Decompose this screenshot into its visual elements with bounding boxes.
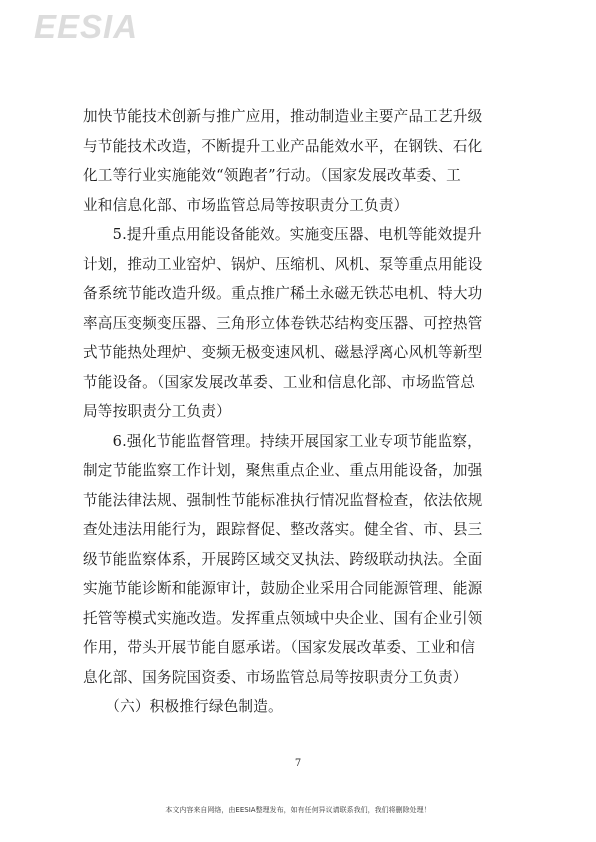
text-line: 节能设备。（国家发展改革委、工业和信息化部、市场监管总 xyxy=(83,373,476,391)
text-line: 作用，带头开展节能自愿承诺。（国家发展改革委、工业和信 xyxy=(83,639,476,656)
text-line: 制定节能监察工作计划，聚焦重点企业、重点用能设备，加强 xyxy=(83,462,483,479)
text-line: 实施节能诊断和能源审计，鼓励企业采用合同能源管理、能源 xyxy=(83,580,483,597)
paragraph-5-start: 5.提升重点用能设备能效。实施变压器、电机等能效提升 xyxy=(83,226,482,243)
text-line: 托管等模式实施改造。发挥重点领域中央企业、国有企业引领 xyxy=(83,609,483,627)
paragraph-6-start: 6.强化节能监督管理。持续开展国家工业专项节能监察， xyxy=(83,432,482,450)
footer-disclaimer: 本文内容来自网络，由EESIA整理发布，如有任何异议请联系我们，我们将删除处理！ xyxy=(165,806,431,814)
text-line: 局等按职责分工负责） xyxy=(83,403,231,420)
text-line: 节能法律法规、强制性节能标准执行情况监督检查，依法依规 xyxy=(83,491,483,509)
text-line: 计划，推动工业窑炉、锅炉、压缩机、风机、泵等重点用能设 xyxy=(83,255,483,273)
text-line: 加快节能技术创新与推广应用，推动制造业主要产品工艺升级 xyxy=(83,108,483,125)
document-body xyxy=(83,102,517,722)
section-heading: （六）积极推行绿色制造。 xyxy=(83,698,283,715)
page-number: 7 xyxy=(294,758,302,769)
text-line: 化工等行业实施能效“领跑者”行动。（国家发展改革委、工 xyxy=(83,167,461,184)
text-line: 息化部、国务院国资委、市场监管总局等按职责分工负责） xyxy=(83,668,468,686)
text-line: 与节能技术改造，不断提升工业产品能效水平，在钢铁、石化 xyxy=(83,137,483,155)
text-line: 查处违法用能行为，跟踪督促、整改落实。健全省、市、县三 xyxy=(83,521,483,538)
text-line: 级节能监察体系，开展跨区域交叉执法、跨级联动执法。全面 xyxy=(83,550,483,568)
eesia-logo: EESIA xyxy=(34,8,139,45)
text-line: 备系统节能改造升级。重点推广稀土永磁无铁芯电机、特大功 xyxy=(83,285,483,302)
text-line: 率高压变频变压器、三角形立体卷铁芯结构变压器、可控热管 xyxy=(83,314,483,332)
text-line: 业和信息化部、市场监管总局等按职责分工负责） xyxy=(83,196,409,214)
text-line: 式节能热处理炉、变频无极变速风机、磁悬浮离心风机等新型 xyxy=(83,344,483,361)
